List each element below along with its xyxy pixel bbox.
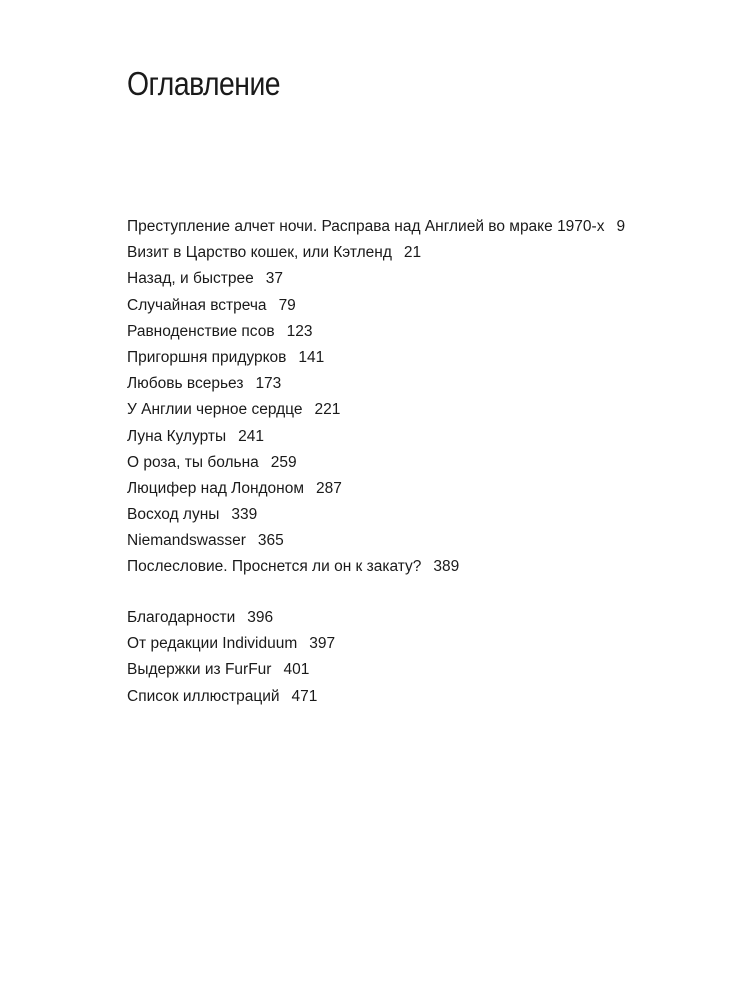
toc-entry[interactable] xyxy=(127,502,625,528)
toc-entry[interactable] xyxy=(127,319,625,345)
toc-entry-label: Визит в Царство кошек, или Кэтленд xyxy=(127,244,392,262)
toc-entry-page: 389 xyxy=(433,558,460,576)
toc-entry-label: Любовь всерьез xyxy=(127,375,244,393)
toc-entry-label: О роза, ты больна xyxy=(127,453,259,471)
toc-entry-page: 79 xyxy=(278,296,296,314)
toc-entry-label: От редакции Individuum xyxy=(127,635,298,653)
toc-entry-label: Послесловие. Проснется ли он к закату? xyxy=(127,558,422,576)
toc-entry-page: 221 xyxy=(314,401,341,419)
toc-entry-page: 241 xyxy=(238,427,265,445)
toc-entry-page: 365 xyxy=(257,532,284,550)
toc-entry[interactable] xyxy=(127,397,625,423)
toc-entry-label: Niemandswasser xyxy=(127,532,246,550)
toc-entry-page: 287 xyxy=(316,479,342,497)
toc-entry-page: 397 xyxy=(309,635,336,653)
toc-entry[interactable] xyxy=(127,605,335,631)
toc-entry-label: Случайная встреча xyxy=(127,296,267,314)
toc-entry-page: 259 xyxy=(270,453,297,471)
toc-entry[interactable] xyxy=(127,476,625,502)
toc-entry-label: Назад, и быстрее xyxy=(127,270,254,288)
toc-entry[interactable] xyxy=(127,554,625,580)
toc-entry-page: 339 xyxy=(231,506,258,524)
toc-entry-page: 141 xyxy=(298,348,325,366)
toc-entry[interactable] xyxy=(127,450,625,476)
toc-entry-label: Пригоршня придурков xyxy=(127,348,287,366)
toc-entry-page: 123 xyxy=(286,322,313,340)
appendix-list xyxy=(127,605,335,710)
toc-entry-label: Выдержки из FurFur xyxy=(127,661,272,679)
toc-entry-label: Список иллюстраций xyxy=(127,687,280,705)
toc-entry[interactable] xyxy=(127,631,335,657)
toc-entry-label: Люцифер над Лондоном xyxy=(127,479,305,497)
page-title: Оглавление xyxy=(127,65,281,102)
toc-entry[interactable] xyxy=(127,424,625,450)
toc-entry[interactable] xyxy=(127,345,625,371)
toc-entry-label: Преступление алчет ночи. Расправа над Англией во мраке 1970-х xyxy=(127,218,605,235)
toc-entry[interactable] xyxy=(127,293,625,319)
toc-entry-page: 37 xyxy=(265,270,283,288)
toc-entry-label: Благодарности xyxy=(127,609,236,626)
toc-entry[interactable] xyxy=(127,266,625,292)
chapter-list xyxy=(127,214,625,581)
toc-entry[interactable] xyxy=(127,684,335,710)
toc-entry-page: 401 xyxy=(283,661,310,679)
toc-entry-label: Восход луны xyxy=(127,506,220,524)
toc-entry-page: 9 xyxy=(616,218,626,235)
toc-entry[interactable] xyxy=(127,528,625,554)
toc-entry-label: Равноденствие псов xyxy=(127,322,275,340)
toc-entry-page: 173 xyxy=(255,375,282,393)
toc-entry[interactable] xyxy=(127,214,625,240)
toc-entry-page: 396 xyxy=(247,609,274,626)
toc-entry[interactable] xyxy=(127,657,335,683)
toc-entry-page: 21 xyxy=(403,244,422,262)
toc-entry-page: 471 xyxy=(291,687,318,705)
toc-entry[interactable] xyxy=(127,240,625,266)
toc-entry-label: У Англии черное сердце xyxy=(127,401,303,419)
toc-entry-label: Луна Кулурты xyxy=(127,427,227,445)
toc-entry[interactable] xyxy=(127,371,625,397)
